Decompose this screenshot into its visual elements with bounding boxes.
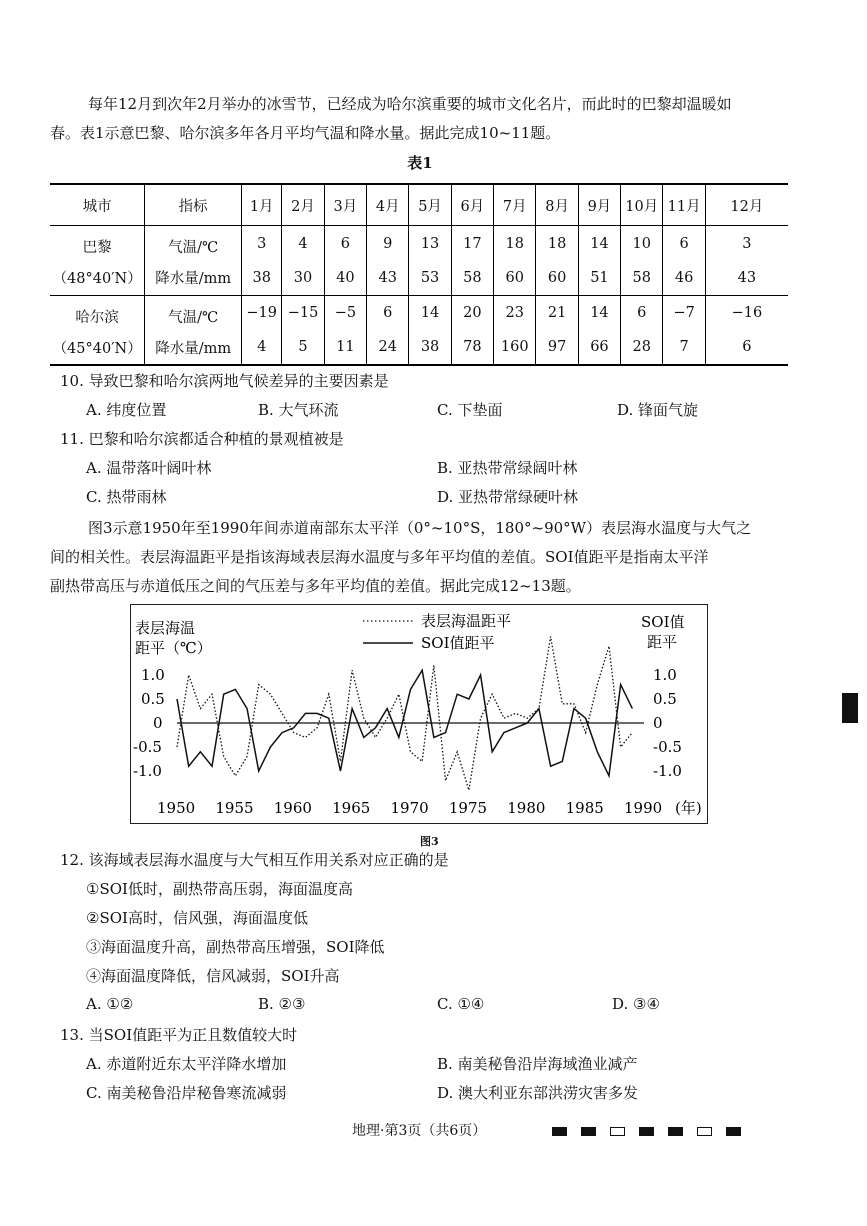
left-axis-title: 距平（℃） — [135, 639, 212, 657]
q13-option-b[interactable]: B. 南美秘鲁沿岸海域渔业减产 — [437, 1055, 638, 1073]
y-tick-label-left: 0.5 — [141, 690, 165, 708]
table-cell: 5 — [282, 331, 324, 365]
table-cell: 3 — [742, 235, 752, 252]
header-cell: 4月 — [367, 184, 409, 226]
edge-mark — [842, 693, 858, 723]
table-cell: 4 — [282, 226, 324, 262]
intro-paragraph — [88, 90, 778, 119]
table-row — [50, 226, 788, 262]
table-cell: 53 — [409, 261, 451, 295]
page-mark — [668, 1127, 683, 1136]
q13-option-d[interactable]: D. 澳大利亚东部洪涝灾害多发 — [437, 1084, 639, 1102]
intro-line-1: 每年12月到次年2月举办的冰雪节，已经成为哈尔滨重要的城市文化名片，而此时的巴黎却温暖如 — [88, 95, 732, 113]
y-tick-label-right: -1.0 — [653, 762, 682, 780]
table-cell: 43 — [367, 261, 409, 295]
q10-option-b[interactable]: B. 大气环流 — [258, 401, 339, 419]
header-cell: 11月 — [663, 184, 705, 226]
table-cell: −16 — [731, 305, 763, 321]
table-cell: 3 — [242, 226, 282, 262]
x-tick-label: 1985 — [565, 799, 604, 817]
x-tick-label: 1965 — [332, 799, 371, 817]
city-name: 巴黎 — [50, 226, 145, 262]
indicator-label: 气温/℃ — [145, 295, 242, 331]
x-tick-label: 1990 — [624, 799, 663, 817]
header-cell: 3月 — [324, 184, 366, 226]
page-number: 地理·第3页（共6页） — [352, 1123, 487, 1139]
table-cell: 17 — [451, 226, 493, 262]
intro-line-2: 春。表1示意巴黎、哈尔滨多年各月平均气温和降水量。据此完成10~11题。 — [50, 124, 561, 142]
table-cell: 43 — [705, 261, 788, 295]
q12-statement-4: ④海面温度降低，信风减弱，SOI升高 — [86, 967, 340, 985]
page-mark — [726, 1127, 741, 1136]
header-cell: 7月 — [494, 184, 536, 226]
table-cell: 20 — [451, 295, 493, 331]
right-axis-title: SOI值 — [641, 613, 685, 631]
figure-caption: 图3 — [420, 835, 439, 848]
intro2-line-2: 间的相关性。表层海温距平是指该海域表层海水温度与多年平均值的差值。SOI值距平是指南太平洋 — [50, 548, 709, 566]
table-cell: 51 — [578, 261, 620, 295]
table-row — [50, 331, 788, 365]
q10-option-d[interactable]: D. 锋面气旋 — [617, 401, 699, 419]
intro2-line-1: 图3示意1950年至1990年间赤道南部东太平洋（0°~10°S，180°~90°W）表层海水温度与大气之 — [88, 519, 752, 537]
y-tick-label-left: 1.0 — [141, 666, 165, 684]
x-tick-label: 1955 — [215, 799, 254, 817]
x-tick-label: 1970 — [390, 799, 429, 817]
y-tick-label-left: -0.5 — [133, 738, 162, 756]
y-tick-label-left: -1.0 — [133, 762, 162, 780]
table-cell: −19 — [242, 295, 282, 331]
q10-option-a[interactable]: A. 纬度位置 — [86, 401, 167, 419]
question-13-stem: 13. 当SOI值距平为正且数值较大时 — [60, 1026, 298, 1044]
table-cell: 38 — [409, 331, 451, 365]
footer-marks — [552, 1121, 755, 1139]
table-cell: 78 — [451, 331, 493, 365]
table-cell: 10 — [621, 226, 663, 262]
table-cell: 30 — [282, 261, 324, 295]
q11-option-b[interactable]: B. 亚热带常绿阔叶林 — [437, 459, 578, 477]
table-cell: 60 — [494, 261, 536, 295]
table-cell: 160 — [494, 331, 536, 365]
header-cell: 5月 — [409, 184, 451, 226]
table-cell: 6 — [324, 226, 366, 262]
q11-option-d[interactable]: D. 亚热带常绿硬叶林 — [437, 488, 579, 506]
q12-option-b[interactable]: B. ②③ — [258, 995, 306, 1013]
q12-statement-2: ②SOI高时，信风强，海面温度低 — [86, 909, 308, 927]
y-tick-label-right: 0 — [653, 714, 663, 732]
y-tick-label-right: -0.5 — [653, 738, 682, 756]
city-name: 哈尔滨 — [50, 295, 145, 331]
table-cell: 28 — [621, 331, 663, 365]
header-cell: 1月 — [242, 184, 282, 226]
table-cell: 14 — [578, 295, 620, 331]
table-cell: 11 — [324, 331, 366, 365]
question-11-stem: 11. 巴黎和哈尔滨都适合种植的景观植被是 — [60, 430, 344, 448]
table-header-row — [50, 184, 788, 226]
table-cell: 40 — [324, 261, 366, 295]
y-tick-label-right: 1.0 — [653, 666, 677, 684]
table-cell: 58 — [621, 261, 663, 295]
y-tick-label-left: 0 — [153, 714, 163, 732]
table-cell: 6 — [705, 331, 788, 365]
page-mark — [581, 1127, 596, 1136]
table-cell: 6 — [663, 226, 705, 262]
table-cell: 18 — [536, 226, 578, 262]
table-cell: 6 — [367, 295, 409, 331]
table-cell: 23 — [494, 295, 536, 331]
header-cell: 2月 — [282, 184, 324, 226]
table-caption: 表1 — [407, 154, 433, 172]
header-cell: 9月 — [578, 184, 620, 226]
y-tick-label-right: 0.5 — [653, 690, 677, 708]
q12-statement-3: ③海面温度升高，副热带高压增强，SOI降低 — [86, 938, 385, 956]
q12-statement-1: ①SOI低时，副热带高压弱，海面温度高 — [86, 880, 353, 898]
table-cell: 4 — [242, 331, 282, 365]
header-cell: 8月 — [536, 184, 578, 226]
page-mark — [697, 1127, 712, 1136]
header-cell: 6月 — [451, 184, 493, 226]
q11-option-c[interactable]: C. 热带雨林 — [86, 488, 167, 506]
right-axis-title: 距平 — [647, 633, 678, 651]
header-cell: 10月 — [621, 184, 663, 226]
left-axis-title: 表层海温 — [135, 619, 196, 637]
table-cell: 60 — [536, 261, 578, 295]
q11-option-a[interactable]: A. 温带落叶阔叶林 — [86, 459, 212, 477]
table-cell: −15 — [282, 295, 324, 331]
table-cell: 9 — [367, 226, 409, 262]
indicator-label: 降水量/mm — [145, 331, 242, 365]
page-mark — [552, 1127, 567, 1136]
q13-option-a[interactable]: A. 赤道附近东太平洋降水增加 — [86, 1055, 287, 1073]
chart-svg — [131, 605, 707, 823]
table-cell: 18 — [494, 226, 536, 262]
table-cell: 14 — [409, 295, 451, 331]
x-tick-label: 1960 — [273, 799, 312, 817]
indicator-label: 气温/℃ — [145, 226, 242, 262]
table-row — [50, 295, 788, 331]
table-cell: 6 — [621, 295, 663, 331]
city-coord: （48°40′N） — [50, 261, 145, 295]
table-cell: 58 — [451, 261, 493, 295]
legend-label-soi: SOI值距平 — [421, 634, 495, 652]
table-cell: 21 — [536, 295, 578, 331]
table-cell: −5 — [324, 295, 366, 331]
question-12-stem: 12. 该海域表层海水温度与大气相互作用关系对应正确的是 — [60, 851, 449, 869]
x-tick-label: 1950 — [157, 799, 196, 817]
intro2-line-3: 副热带高压与赤道低压之间的气压差与多年平均值的差值。据此完成12~13题。 — [50, 577, 581, 595]
q13-option-c[interactable]: C. 南美秘鲁沿岸秘鲁寒流减弱 — [86, 1084, 287, 1102]
header-cell: 指标 — [145, 184, 242, 226]
header-cell: 12月 — [705, 184, 788, 226]
table-cell: 14 — [578, 226, 620, 262]
indicator-label: 降水量/mm — [145, 261, 242, 295]
page-mark — [610, 1127, 625, 1136]
table-cell: −7 — [663, 295, 705, 331]
table-cell: 97 — [536, 331, 578, 365]
page-mark — [639, 1127, 654, 1136]
question-10-stem: 10. 导致巴黎和哈尔滨两地气候差异的主要因素是 — [60, 372, 389, 390]
table-cell: 7 — [663, 331, 705, 365]
q12-option-c[interactable]: C. ①④ — [437, 995, 485, 1013]
table-cell: 38 — [242, 261, 282, 295]
q12-option-d[interactable]: D. ③④ — [612, 995, 660, 1013]
table-cell: 13 — [409, 226, 451, 262]
table-cell: 46 — [663, 261, 705, 295]
q12-option-a[interactable]: A. ①② — [86, 995, 134, 1013]
city-coord: （45°40′N） — [50, 331, 145, 365]
x-tick-label: 1975 — [448, 799, 488, 817]
table-cell: 24 — [367, 331, 409, 365]
q10-option-c[interactable]: C. 下垫面 — [437, 401, 503, 419]
figure-3-chart — [130, 604, 708, 824]
header-cell: 城市 — [50, 184, 145, 226]
table-cell: 66 — [578, 331, 620, 365]
x-axis-unit: (年) — [675, 799, 702, 817]
legend-label-sst: 表层海温距平 — [421, 612, 512, 630]
climate-table — [50, 183, 788, 366]
table-row — [50, 261, 788, 295]
x-tick-label: 1980 — [507, 799, 546, 817]
